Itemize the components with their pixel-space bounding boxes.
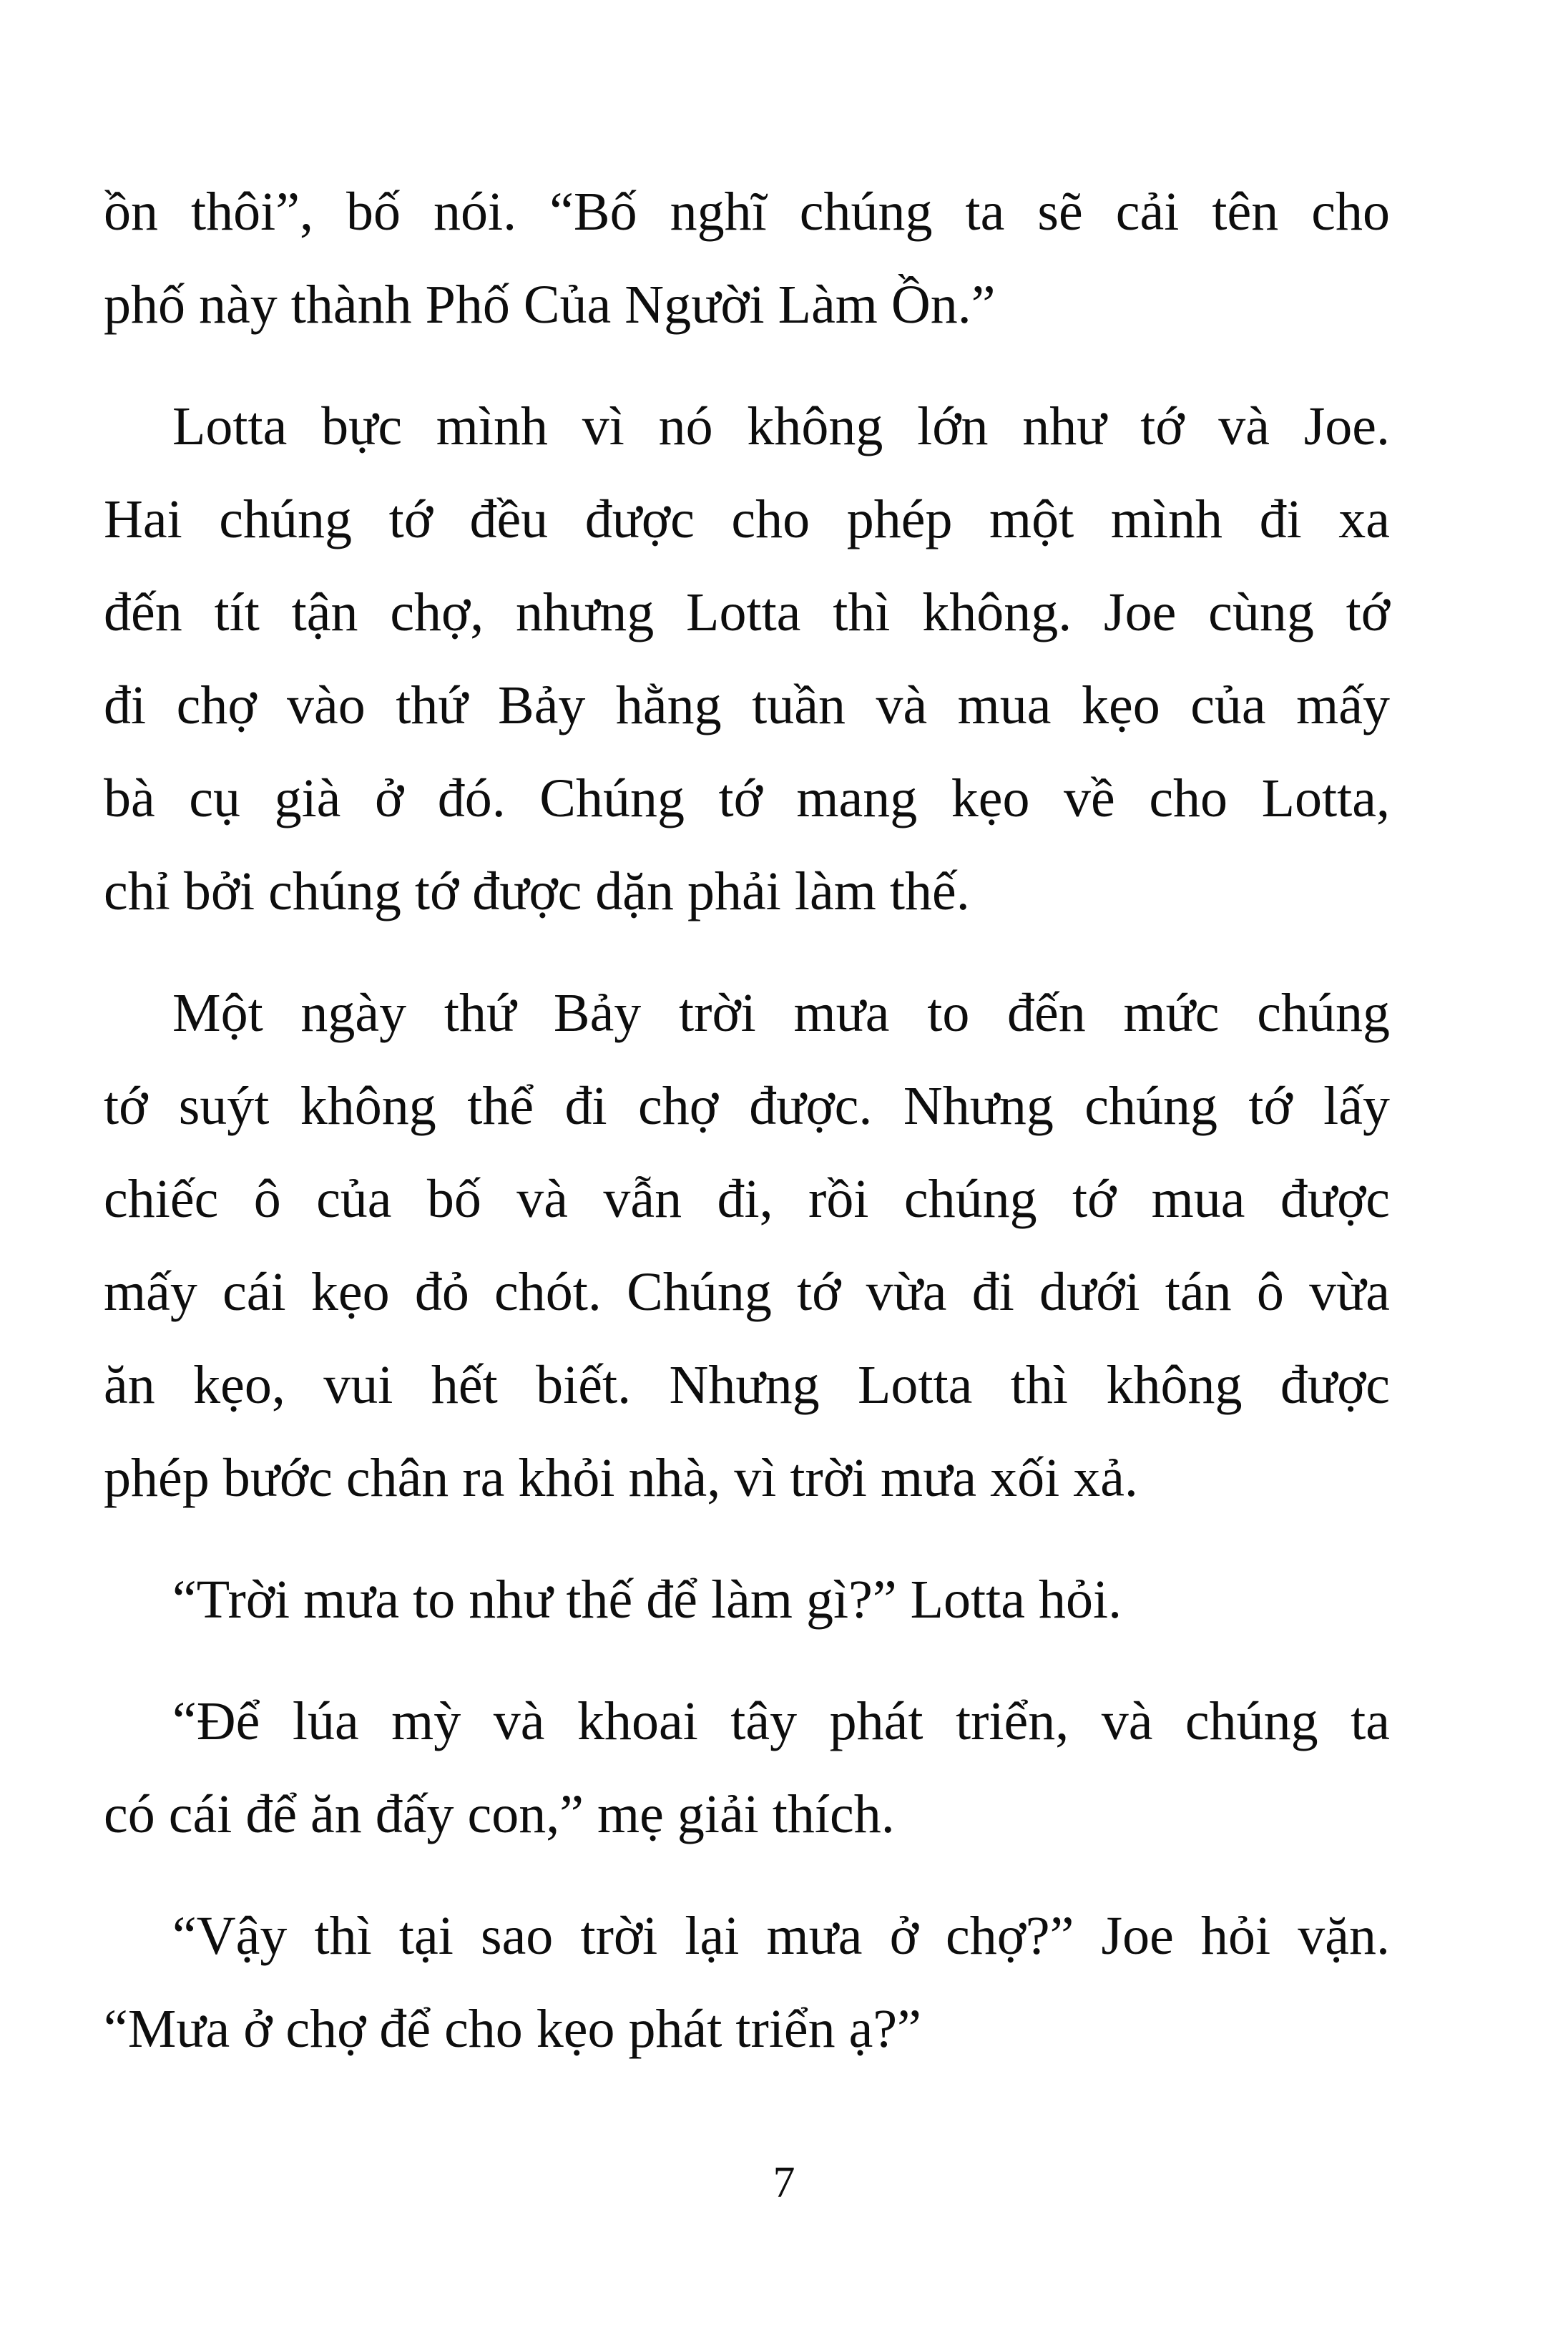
text-line: “Để lúa mỳ và khoai tây phát triển, và chúng ta [172, 1691, 1390, 1751]
text-line: ăn kẹo, vui hết biết. Nhưng Lotta thì không được [104, 1355, 1390, 1415]
paragraph-3 [104, 967, 1390, 1525]
text-line: đến tít tận chợ, nhưng Lotta thì không. Joe cùng tớ [104, 582, 1390, 642]
text-line: phép bước chân ra khỏi nhà, vì trời mưa xối xả. [104, 1448, 1138, 1508]
text-line: “Mưa ở chợ để cho kẹo phát triển ạ?” [104, 1999, 921, 2059]
text-line: có cái để ăn đấy con,” mẹ giải thích. [104, 1784, 895, 1844]
text-line: chỉ bởi chúng tớ được dặn phải làm thế. [104, 861, 970, 921]
body-text [104, 165, 1390, 2075]
paragraph-2 [104, 380, 1390, 938]
text-line: Lotta bực mình vì nó không lớn như tớ và Joe. [172, 396, 1390, 456]
text-line: đi chợ vào thứ Bảy hằng tuần và mua kẹo của mấy [104, 675, 1390, 735]
paragraph-5 [104, 1675, 1390, 1861]
text-line: chiếc ô của bố và vẫn đi, rồi chúng tớ mua được [104, 1169, 1390, 1229]
text-line: Hai chúng tớ đều được cho phép một mình đi xa [104, 489, 1390, 549]
paragraph-4 [104, 1553, 1390, 1646]
page-number: 7 [773, 2158, 795, 2207]
text-line: “Vậy thì tại sao trời lại mưa ở chợ?” Joe hỏi vặn. [172, 1906, 1390, 1966]
text-line: mấy cái kẹo đỏ chót. Chúng tớ vừa đi dưới tán ô vừa [104, 1262, 1390, 1322]
text-line: tớ suýt không thể đi chợ được. Nhưng chúng tớ lấy [104, 1076, 1390, 1136]
text-line: “Trời mưa to như thế để làm gì?” Lotta hỏi. [172, 1570, 1122, 1630]
text-line: phố này thành Phố Của Người Làm Ồn.” [104, 275, 996, 335]
text-line: Một ngày thứ Bảy trời mưa to đến mức chúng [172, 983, 1390, 1043]
text-line: bà cụ già ở đó. Chúng tớ mang kẹo về cho Lotta, [104, 768, 1390, 828]
paragraph-6 [104, 1889, 1390, 2075]
text-line: ồn thôi”, bố nói. “Bố nghĩ chúng ta sẽ cải tên cho [104, 182, 1390, 242]
paragraph-1 [104, 165, 1390, 351]
